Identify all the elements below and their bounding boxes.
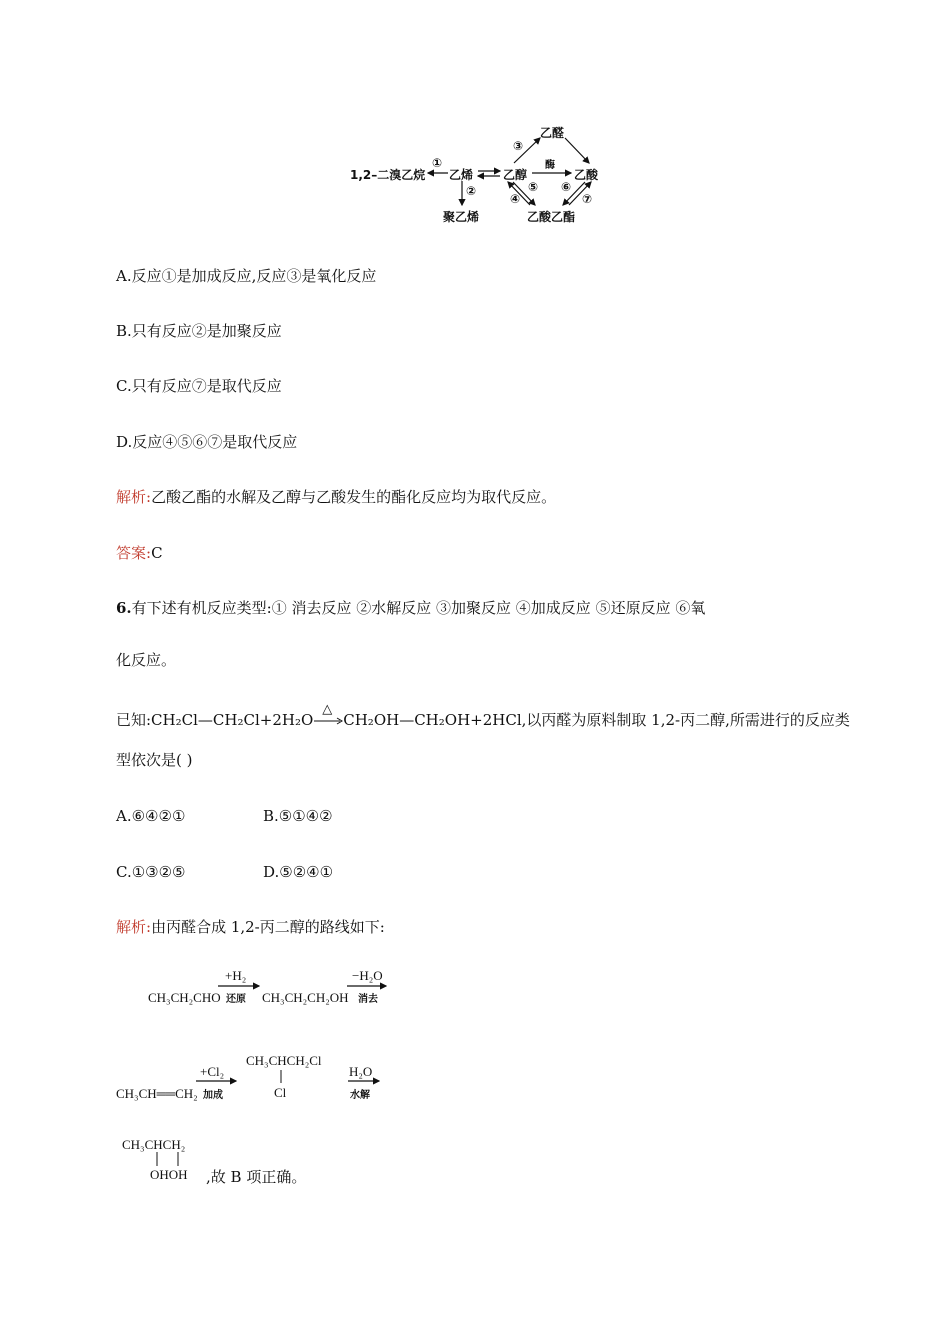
- q6-number: 6.: [116, 599, 132, 617]
- heat-condition: △: [322, 702, 333, 717]
- route-propanol: CH₃CH₂CH₂OH: [262, 990, 349, 1005]
- q6-stem-text: 有下述有机反应类型:① 消去反应 ②水解反应 ③加聚反应 ④加成反应 ⑤还原反应 ⑥氧: [131, 599, 706, 617]
- node-ethyl-acetate: 乙酸乙酯: [527, 210, 576, 224]
- label-r6: ⑥: [561, 180, 572, 194]
- label-r7: ⑦: [582, 192, 593, 206]
- label-enzyme: 酶: [545, 160, 555, 171]
- route-propanal: CH₃CH₂CHO: [148, 990, 221, 1005]
- q6-analysis-label: 解析:: [116, 918, 152, 936]
- route-step3-bottom: 加成: [203, 1090, 223, 1101]
- route-conclusion: ,故 B 项正确。: [206, 1168, 307, 1186]
- node-ethanol: 乙醇: [503, 168, 528, 182]
- q6-known-line2: 型依次是( ): [116, 751, 193, 769]
- node-acetic-acid: 乙酸: [574, 168, 599, 182]
- q6-option-a: A.⑥④②①: [116, 807, 186, 825]
- analysis-label: 解析:: [116, 488, 152, 506]
- route-dichloro: CH₃CHCH₂Cl: [246, 1053, 322, 1068]
- node-ethene: 乙烯: [449, 168, 474, 182]
- q5-option-b: B.只有反应②是加聚反应: [116, 322, 282, 340]
- route-step1-top: +H₂: [225, 968, 247, 983]
- route-dichloro-cl: Cl: [274, 1085, 287, 1100]
- label-r5: ⑤: [528, 180, 539, 194]
- q5-option-d: D.反应④⑤⑥⑦是取代反应: [116, 433, 298, 451]
- q5-option-c: C.只有反应⑦是取代反应: [116, 377, 282, 395]
- answer-label: 答案:: [116, 544, 152, 562]
- q6-option-d: D.⑤②④①: [263, 863, 334, 881]
- route-step4-bottom: 水解: [350, 1090, 370, 1101]
- q6-option-c: C.①③②⑤: [116, 863, 186, 881]
- node-acetaldehyde: 乙醛: [540, 126, 565, 140]
- route-step1-bottom: 还原: [226, 994, 246, 1005]
- route-step2-bottom: 消去: [358, 994, 378, 1005]
- node-dibromoethane: 1,2–二溴乙烷: [350, 168, 426, 182]
- label-r4: ④: [510, 192, 521, 206]
- q6-analysis-text: 由丙醛合成 1,2-丙二醇的路线如下:: [151, 918, 385, 936]
- known-prefix: 已知:CH₂Cl—CH₂Cl+2H₂O: [116, 711, 314, 729]
- route-step4-top: H₂O: [349, 1064, 373, 1079]
- label-r3: ③: [513, 139, 524, 153]
- known-suffix: CH₂OH—CH₂OH+2HCl,以丙醛为原料制取 1,2-丙二醇,所需进行的反应类: [343, 711, 850, 729]
- label-r1: ①: [432, 156, 443, 170]
- route-step3-top: +Cl₂: [200, 1064, 225, 1079]
- answer-value: C: [151, 544, 163, 562]
- route-step2-top: −H₂O: [352, 968, 383, 983]
- node-polyethylene: 聚乙烯: [443, 210, 480, 224]
- q6-option-b: B.⑤①④②: [263, 807, 333, 825]
- label-r2: ②: [466, 184, 477, 198]
- q5-option-a: A.反应①是加成反应,反应③是氧化反应: [116, 267, 377, 285]
- analysis-text: 乙酸乙酯的水解及乙醇与乙酸发生的酯化反应均为取代反应。: [151, 488, 557, 506]
- q6-stem-line2: 化反应。: [116, 651, 177, 669]
- route-propene: CH₃CH══CH₂: [116, 1086, 198, 1101]
- route-diol: CH₃CHCH₂: [122, 1137, 186, 1152]
- route-diol-oh: OHOH: [150, 1167, 188, 1182]
